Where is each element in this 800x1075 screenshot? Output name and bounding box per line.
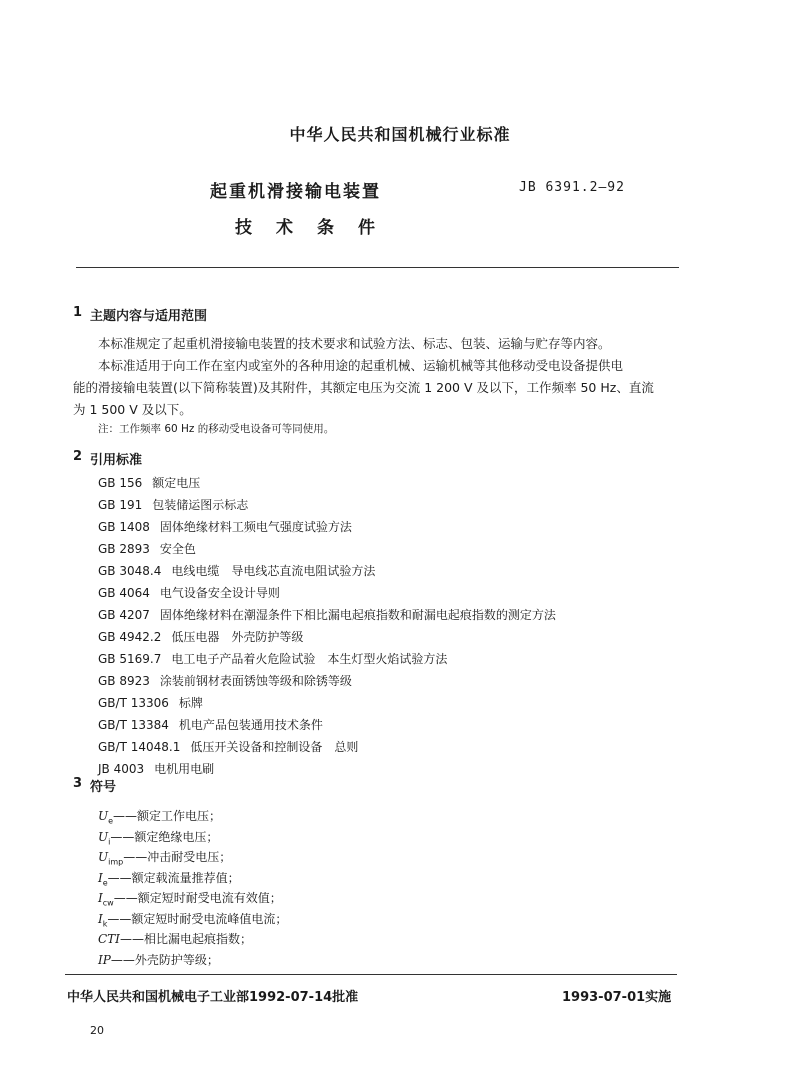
section-1-number: 1 <box>73 305 83 320</box>
standard-number: JB 6391.2—92 <box>519 180 625 195</box>
symbol-letter: U <box>98 829 109 844</box>
reference-standard-code: GB 3048.4 <box>98 564 162 578</box>
symbol-definition-item <box>98 807 221 825</box>
reference-standard-code: GB 2893 <box>98 542 150 556</box>
reference-standard-name: 额定电压 <box>152 476 201 490</box>
symbol-letter: IP <box>98 952 111 967</box>
section-1-paragraph-2-line2: 能的滑接输电装置(以下简称装置)及其附件，其额定电压为交流 1 200 V 及以下，工作频率 50 Hz、直流 <box>73 380 654 395</box>
reference-standard-item <box>98 474 200 491</box>
reference-standard-code: GB 4207 <box>98 608 150 622</box>
symbol-definition-item <box>98 910 287 928</box>
symbol-subscript: imp <box>108 857 124 867</box>
reference-standard-item <box>98 496 248 513</box>
reference-standard-code: GB/T 13384 <box>98 718 169 732</box>
symbol-letter: CTI <box>98 932 120 946</box>
section-2-number: 2 <box>73 449 83 464</box>
header-divider <box>76 267 679 268</box>
reference-standard-name: 电气设备安全设计导则 <box>159 586 280 600</box>
reference-standard-code: GB 5169.7 <box>98 652 162 666</box>
symbol-subscript: cw <box>102 898 114 908</box>
reference-standard-code: GB 191 <box>98 498 143 512</box>
symbol-subscript: i <box>108 836 111 846</box>
symbol-subscript: k <box>102 918 108 928</box>
symbol-definition-item <box>98 828 218 846</box>
symbol-definition-item <box>98 869 240 887</box>
document-title-line2: 技术条件 <box>235 218 399 238</box>
reference-standard-code: GB 8923 <box>98 674 150 688</box>
reference-standard-name: 涂装前钢材表面锈蚀等级和除锈等级 <box>159 674 352 688</box>
reference-standard-item <box>98 694 203 711</box>
symbol-letter: I <box>98 870 103 885</box>
symbol-description: ——额定短时耐受电流有效值； <box>113 891 282 905</box>
symbol-definition-item <box>98 951 219 968</box>
section-2-title: 引用标准 <box>90 453 143 468</box>
issuing-authority-header: 中华人民共和国机械行业标准 <box>289 125 511 144</box>
reference-standard-code: GB 1408 <box>98 520 150 534</box>
reference-standard-item <box>98 738 358 755</box>
reference-standard-name: 包装储运图示标志 <box>152 498 249 512</box>
reference-standard-item <box>98 716 323 733</box>
section-3-number: 3 <box>73 776 83 791</box>
reference-standard-name: 电工电子产品着火危险试验 本生灯型火焰试验方法 <box>171 652 448 666</box>
reference-standard-name: 电线电缆 导电线芯直流电阻试验方法 <box>171 564 376 578</box>
section-1-paragraph-1: 本标准规定了起重机滑接输电装置的技术要求和试验方法、标志、包装、运输与贮存等内容。 <box>98 336 611 351</box>
section-1-paragraph-2-line1: 本标准适用于向工作在室内或室外的各种用途的起重机械、运输机械等其他移动受电设备提供电 <box>98 358 624 373</box>
reference-standard-name: 机电产品包装通用技术条件 <box>178 718 323 732</box>
reference-standard-item <box>98 672 352 689</box>
effective-date: 1993-07-01实施 <box>562 990 672 1005</box>
reference-standard-name: 固体绝缘材料在潮湿条件下相比漏电起痕指数和耐漏电起痕指数的测定方法 <box>159 608 556 622</box>
reference-standard-name: 低压开关设备和控制设备 总则 <box>190 740 359 754</box>
symbol-description: ——额定工作电压； <box>113 809 222 823</box>
approval-statement: 中华人民共和国机械电子工业部1992-07-14批准 <box>67 990 359 1005</box>
reference-standard-item <box>98 562 375 579</box>
reference-standard-item <box>98 584 280 601</box>
section-3-title: 符号 <box>90 780 117 795</box>
reference-standard-item <box>98 606 556 623</box>
reference-standard-item <box>98 518 352 535</box>
symbol-description: ——外壳防护等级； <box>110 952 219 967</box>
reference-standard-code: GB/T 14048.1 <box>98 740 181 754</box>
reference-standard-code: GB/T 13306 <box>98 696 169 710</box>
reference-standard-name: 电机用电刷 <box>154 762 215 776</box>
symbol-subscript: e <box>102 877 108 887</box>
reference-standard-item <box>98 650 447 667</box>
section-1-note: 注：工作频率 60 Hz 的移动受电设备可等同使用。 <box>98 423 335 435</box>
symbol-letter: I <box>98 891 103 905</box>
reference-standard-name: 固体绝缘材料工频电气强度试验方法 <box>159 520 352 534</box>
reference-standard-item <box>98 540 196 557</box>
symbol-subscript: e <box>108 816 114 826</box>
symbol-description: ——冲击耐受电压； <box>123 850 232 864</box>
reference-standard-code: GB 4064 <box>98 586 150 600</box>
symbol-description: ——相比漏电起痕指数； <box>119 932 252 946</box>
document-title-line1: 起重机滑接输电装置 <box>210 182 381 202</box>
reference-standard-item <box>98 760 214 777</box>
reference-standard-name: 低压电器 外壳防护等级 <box>171 630 304 644</box>
section-1-title: 主题内容与适用范围 <box>90 309 208 324</box>
reference-standard-name: 标牌 <box>178 696 203 710</box>
symbol-letter: U <box>98 809 109 823</box>
reference-standard-code: GB 4942.2 <box>98 630 162 644</box>
symbol-definition-item <box>98 889 282 907</box>
symbol-description: ——额定载流量推荐值； <box>107 870 240 885</box>
symbol-description: ——额定绝缘电压； <box>110 829 219 844</box>
symbol-definition-item <box>98 848 231 866</box>
reference-standard-name: 安全色 <box>159 542 196 556</box>
symbol-letter: I <box>98 911 103 926</box>
reference-standard-item <box>98 628 303 645</box>
symbol-letter: U <box>98 850 109 864</box>
symbol-definition-item <box>98 930 252 947</box>
footer-divider <box>65 974 677 975</box>
section-1-paragraph-2-line3: 为 1 500 V 及以下。 <box>73 402 192 417</box>
reference-standard-code: JB 4003 <box>98 762 145 776</box>
reference-standard-code: GB 156 <box>98 476 143 490</box>
page-number: 20 <box>90 1024 104 1037</box>
symbol-description: ——额定短时耐受电流峰值电流； <box>107 911 288 926</box>
